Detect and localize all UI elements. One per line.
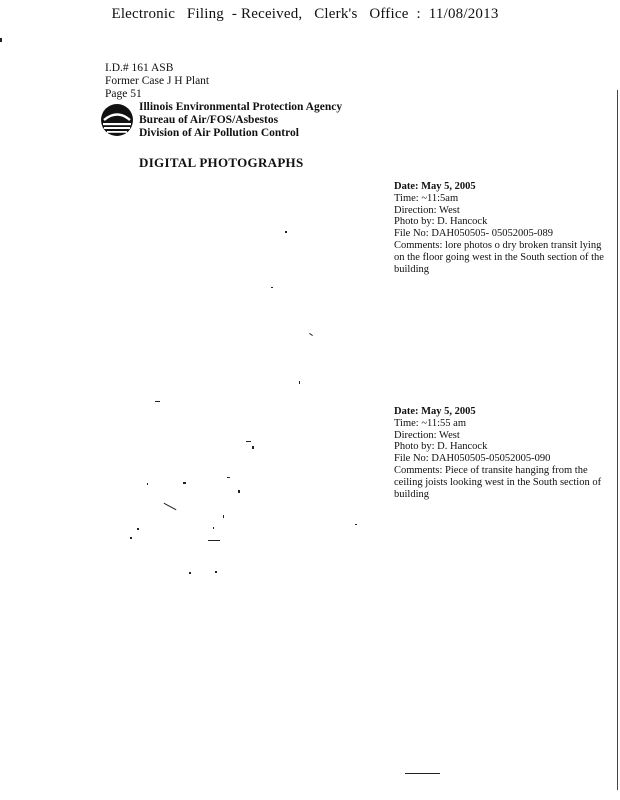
photo-caption-1 (394, 181, 609, 275)
scan-speck (271, 287, 273, 288)
photo-time: Time: ~11:5am (394, 192, 459, 204)
scan-speck (309, 333, 313, 336)
scan-speck (355, 524, 357, 525)
photo-by: Photo by: D. Hancock (394, 216, 488, 228)
bureau-name: Bureau of Air/FOS/Asbestos (139, 114, 279, 126)
scan-speck (130, 537, 132, 539)
scan-speck (208, 540, 220, 541)
scan-speck (137, 528, 139, 530)
scan-speck (223, 515, 224, 518)
bottom-rule (405, 773, 440, 774)
scan-speck (227, 477, 230, 478)
scan-speck (285, 231, 287, 233)
scan-speck (215, 571, 217, 573)
photo-direction: Direction: West (394, 429, 460, 441)
scan-speck (299, 381, 300, 384)
photo-direction: Direction: West (394, 204, 460, 216)
case-line: Former Case J H Plant (105, 75, 210, 87)
scan-speck (183, 482, 186, 484)
scan-speck (164, 503, 177, 510)
photo-file-no: File No: DAH050505-05052005-090 (394, 453, 551, 465)
scan-speck (189, 572, 191, 574)
photo-caption-2 (394, 406, 609, 500)
scan-speck (238, 490, 240, 493)
page-title: DIGITAL PHOTOGRAPHS (139, 155, 304, 170)
scan-speck (155, 401, 160, 402)
margin-mark (0, 38, 2, 42)
photo-comments: Comments: Piece of transite hanging from the ceiling joists looking west in the South section of building (394, 464, 602, 500)
scan-speck (213, 527, 214, 529)
photo-date: Date: May 5, 2005 (394, 181, 476, 192)
photo-date: Date: May 5, 2005 (394, 406, 476, 417)
iepa-logo-icon (100, 103, 134, 137)
filing-stamp: Electronic Filing - Received, Clerk's Office : 11/08/2013 (111, 6, 499, 22)
photo-time: Time: ~11:55 am (394, 417, 466, 429)
scan-speck (246, 441, 251, 442)
scan-speck (252, 446, 254, 449)
photo-file-no: File No: DAH050505- 05052005-089 (394, 228, 553, 240)
id-line: I.D.# 161 ASB (105, 62, 174, 74)
division-name: Division of Air Pollution Control (139, 127, 299, 139)
photo-by: Photo by: D. Hancock (394, 441, 488, 453)
agency-name: Illinois Environmental Protection Agency (139, 101, 343, 113)
photo-comments: Comments: lore photos o dry broken transit lying on the floor going west in the South section of the building (394, 239, 604, 275)
scan-edge-line (617, 90, 618, 790)
scan-speck (147, 483, 148, 485)
page-number: Page 51 (105, 88, 142, 100)
